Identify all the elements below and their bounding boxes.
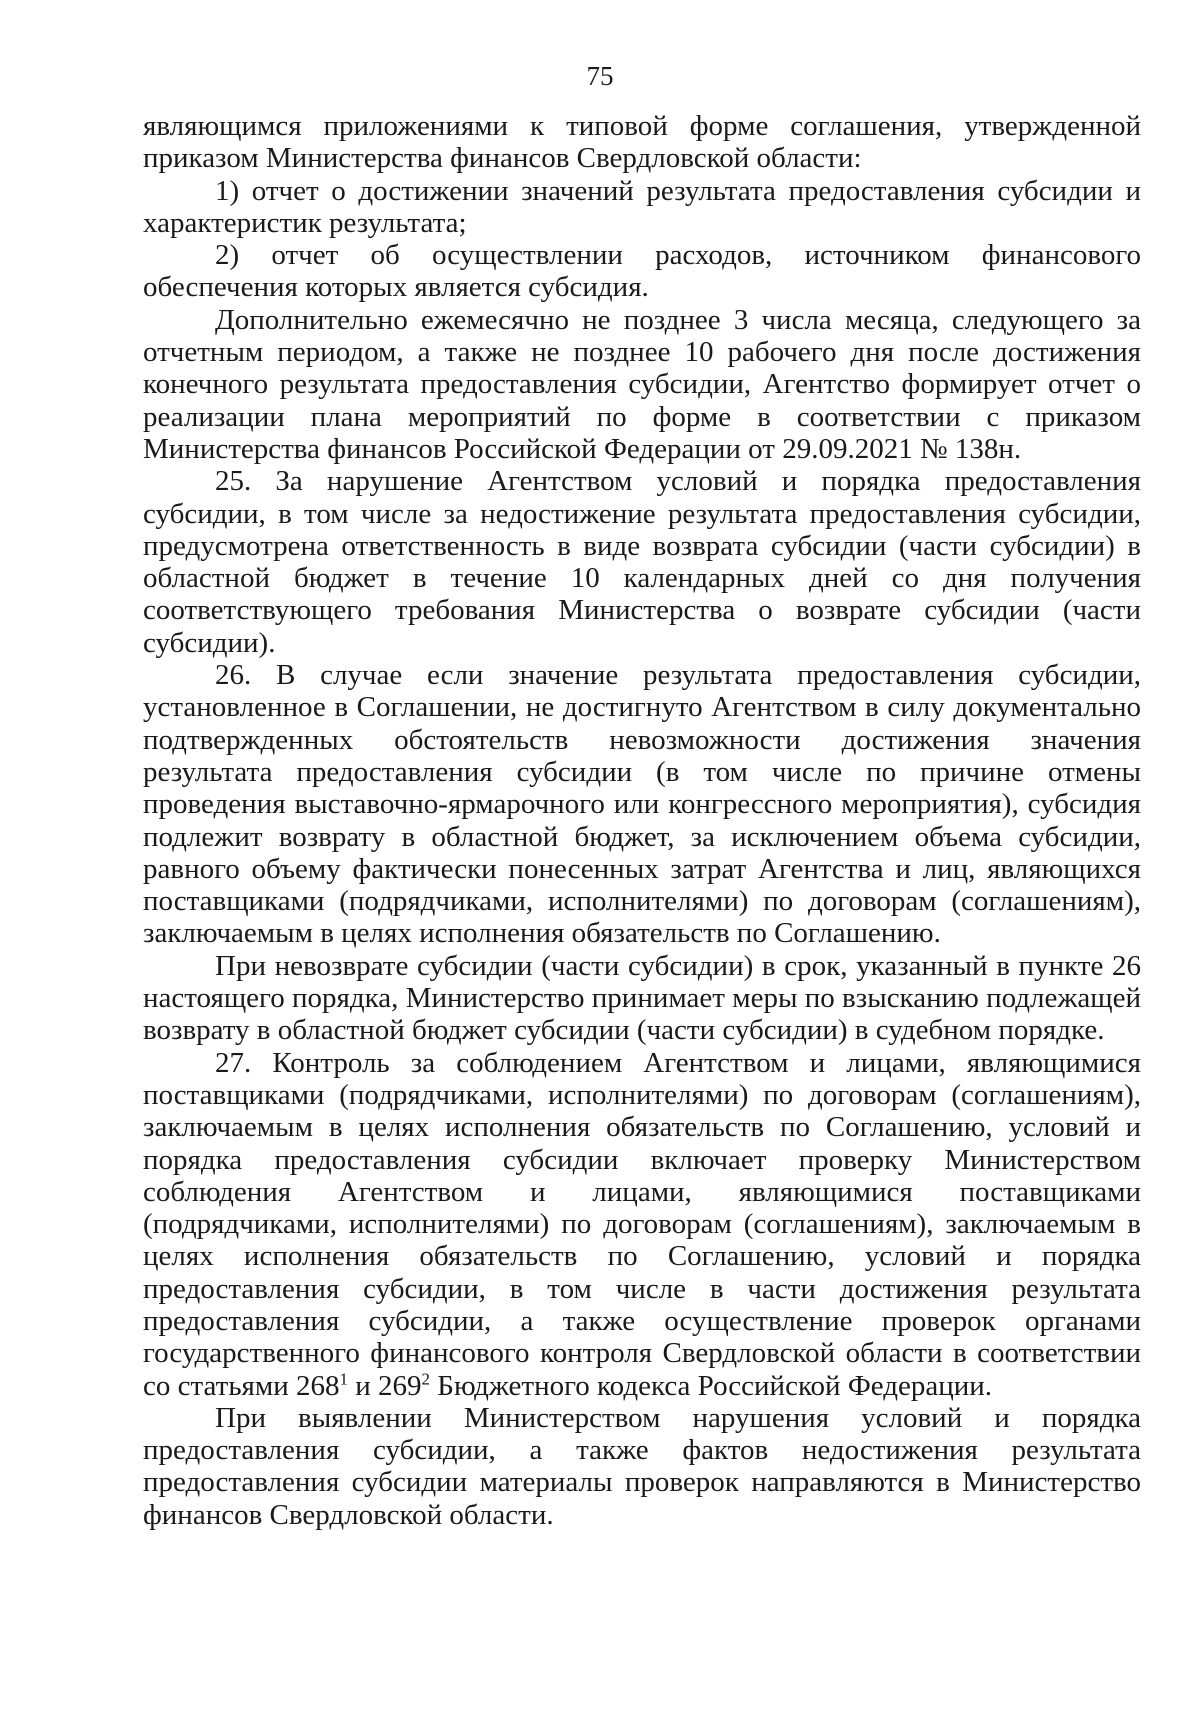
article-268-superscript: 1 bbox=[339, 1368, 349, 1388]
paragraph-continuation: являющимся приложениями к типовой форме соглашения, утвержденной приказом Министерства финансов Свердловской области: bbox=[143, 110, 1141, 175]
paragraph-clause-26: 26. В случае если значение результата предоставления субсидии, установленное в Соглашении, не достигнуто Агентством в силу документально подтвержденных обстоятельств невозможности достижения значения результата предоставления субсидии (в том числе по причине отмены проведения выставочно-ярмарочного или конгрессного мероприятия), субсидия подлежит возврату в областной бюджет, за исключением объема субсидии, равного объему фактически понесенных затрат Агентства и лиц, являющихся поставщиками (подрядчиками, исполнителями) по договорам (соглашениям), заключаемым в целях исполнения обязательств по Соглашению. bbox=[143, 659, 1141, 950]
paragraph-list-item-2: 2) отчет об осуществлении расходов, источником финансового обеспечения которых является субсидия. bbox=[143, 239, 1141, 304]
page-number: 75 bbox=[586, 61, 614, 91]
paragraph-monthly-report: Дополнительно ежемесячно не позднее 3 числа месяца, следующего за отчетным периодом, а также не позднее 10 рабочего дня после достижения конечного результата предоставления субсидии, Агентство формирует отчет о реализации плана мероприятий по форме в соответствии с приказом Министерства финансов Российской Федерации от 29.09.2021 № 138н. bbox=[143, 303, 1141, 465]
paragraph-list-item-1: 1) отчет о достижении значений результата предоставления субсидии и характеристик результата; bbox=[143, 174, 1141, 239]
paragraph-clause-27 bbox=[143, 1047, 1141, 1402]
article-269-superscript: 2 bbox=[421, 1368, 431, 1388]
paragraph-violations: При выявлении Министерством нарушения условий и порядка предоставления субсидии, а также фактов недостижения результата предоставления субсидии материалы проверок направляются в Министерство финансов Свердловской области. bbox=[143, 1401, 1141, 1531]
paragraph-non-return: При невозврате субсидии (части субсидии) в срок, указанный в пункте 26 настоящего порядка, Министерство принимает меры по взысканию подлежащей возврату в областной бюджет субсидии (части субсидии) в судебном порядке. bbox=[143, 949, 1141, 1047]
document-body bbox=[143, 110, 1141, 1531]
clause-27-text-c: Бюджетного кодекса Российской Федерации. bbox=[430, 1369, 993, 1402]
clause-27-text-a: 27. Контроль за соблюдением Агентством и лицами, являющимися поставщиками (подрядчиками, исполнителями) по договорам (соглашениям), заключаемым в целях исполнения обязательств по Соглашению, условий и порядка предоставления субсидии включает проверку Министерством соблюдения Агентством и лицами, являющимися поставщиками (подрядчиками, исполнителями) по договорам (соглашениям), заключаемым в целях исполнения обязательств по Соглашению, условий и порядка предоставления субсидии, в том числе в части достижения результата предоставления субсидии, а также осуществление проверок органами государственного финансового контроля Свердловской области в соответствии со статьями 268 bbox=[143, 1046, 1141, 1402]
clause-27-text-b: и 269 bbox=[348, 1369, 422, 1402]
paragraph-clause-25: 25. За нарушение Агентством условий и порядка предоставления субсидии, в том числе за недостижение результата предоставления субсидии, предусмотрена ответственность в виде возврата субсидии (части субсидии) в областной бюджет в течение 10 календарных дней со дня получения соответствующего требования Министерства о возврате субсидии (части субсидии). bbox=[143, 465, 1141, 659]
